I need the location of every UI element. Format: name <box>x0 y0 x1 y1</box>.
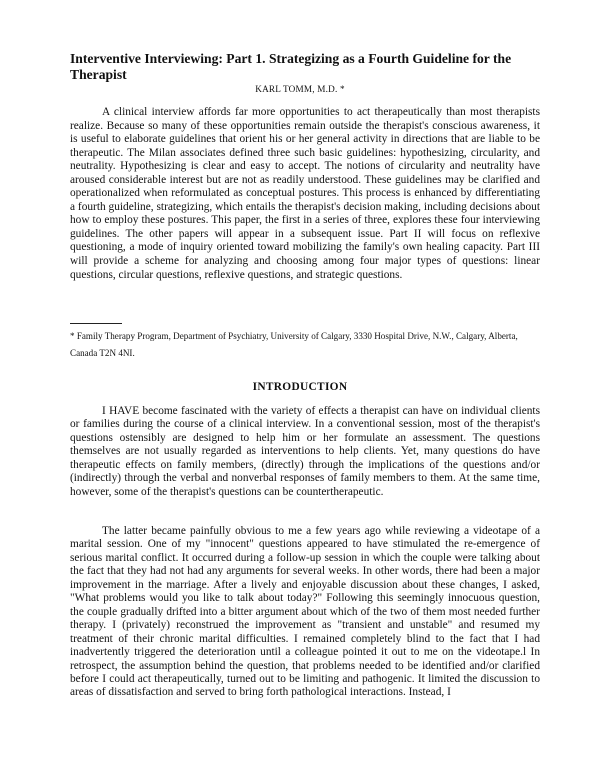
footnote-rule <box>70 323 122 324</box>
body-paragraph: The latter became painfully obvious to me a few years ago while reviewing a videotape of a marital session. One of my "innocent" questions appeared to have stimulated the re-emergence of serious marital conflict. It occurred during a follow-up session in which the couple were talking about the fact that they had not had any arguments for several weeks. In other words, there had been a major improvement in the marriage. After a lively and enjoyable discussion about these changes, I asked, "What problems would you like to talk about today?" Following this seemingly innocuous question, the couple gradually drifted into a bitter argument about which of the two of them most needed further therapy. I (privately) reconstrued the improvement as "transient and unstable" and resumed my treatment of their chronic marital difficulties. I remained completely blind to the fact that I had inadvertently triggered the deterioration until a colleague pointed it out to me on the videotape.l In retrospect, the assumption behind the question, that problems needed to be identified and/or clarified before I could act therapeutically, turned out to be limiting and pathogenic. It limited the discussion to areas of dissatisfaction and served to bring forth pathological interactions. Instead, I <box>70 525 540 699</box>
author-line: KARL TOMM, M.D. * <box>255 84 345 94</box>
body-paragraph: I HAVE become fascinated with the variety of effects a therapist can have on individual clients or families during the course of a clinical interview. In a conventional session, most of the therapist's questions ostensibly are designed to help him or her formulate an assessment. The questions themselves are not usually regarded as interventions to help clients. Yet, many questions do have therapeutic effects on family members, (directly) through the implications of the questions and/or (indirectly) through the verbal and nonverbal responses of family members to them. At the same time, however, some of the therapist's questions can be countertherapeutic. <box>70 405 540 498</box>
abstract-paragraph: A clinical interview affords far more opportunities to act therapeutically than most therapists realize. Because so many of these opportunities remain outside the therapist's conscious awareness, it is useful to elaborate guidelines that orient his or her general activity in directions that are liable to be therapeutic. The Milan associates defined three such basic guidelines: hypothesizing, circularity, and neutrality. Hypothesizing is clear and easy to accept. The notions of circularity and neutrality have aroused considerable interest but are not as readily understood. These guidelines may be clarified and operationalized when reformulated as conceptual postures. This process is enhanced by differentiating a fourth guideline, strategizing, which entails the therapist's decision making, including decisions about how to employ these postures. This paper, the first in a series of three, explores these four interviewing guidelines. The other papers will appear in a subsequent issue. Part II will focus on reflexive questioning, a mode of inquiry oriented toward mobilizing the family's own healing capacity. Part III will provide a scheme for analyzing and choosing among four major types of questions: linear questions, circular questions, reflexive questions, and strategic questions. <box>70 106 540 281</box>
section-heading: INTRODUCTION <box>252 381 348 393</box>
author-affiliation-footnote: * Family Therapy Program, Department of Psychiatry, University of Calgary, 3330 Hospital Drive, N.W., Calgary, Alberta, Canada T2N 4NI. <box>70 331 518 358</box>
article-title: Interventive Interviewing: Part 1. Strategizing as a Fourth Guideline for the Therapist <box>70 51 512 82</box>
